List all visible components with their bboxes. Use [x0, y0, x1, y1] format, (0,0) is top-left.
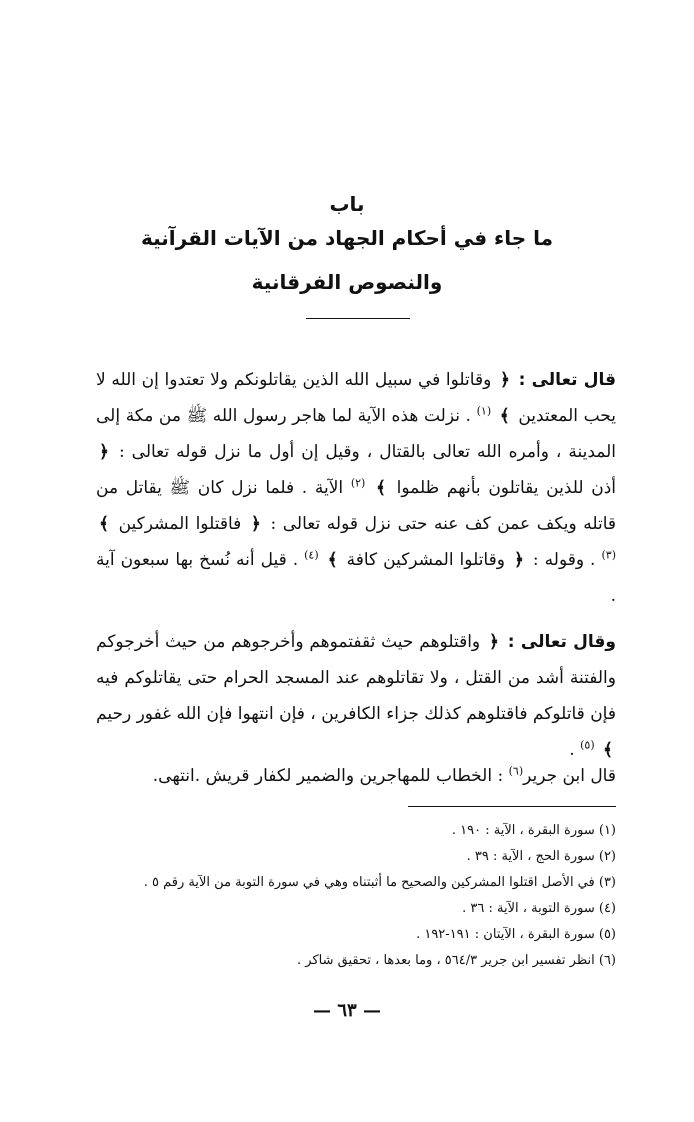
- paragraph-2: [96, 624, 616, 768]
- quran-bracket-open: ﴿: [513, 550, 524, 570]
- footnote: (١) سورة البقرة ، الآية : ١٩٠ .: [451, 823, 616, 838]
- verse-5: واقتلوهم حيث ثقفتموهم وأخرجوهم من حيث أخرجوكم والفتنة أشد من القتل ، ولا تقاتلوهم عند المسجد الحرام حتى يقاتلوكم فيه فإن قاتلوكم فاقتلوهم كذلك جزاء الكافرين ، فإن انتهوا فإن الله غفور رحيم: [96, 632, 616, 724]
- footnote-ref-1: (١): [476, 404, 492, 418]
- footnote-divider: [408, 806, 616, 807]
- verse-2: أذن للذين يقاتلون بأنهم ظلموا: [396, 478, 617, 498]
- paragraph-1-lead: قال تعالى :: [518, 370, 616, 390]
- footnote-ref-5: (٥): [580, 738, 595, 752]
- paragraph-1-text-3: . وقوله :: [532, 550, 596, 570]
- paragraph-1: [96, 362, 616, 614]
- paragraph-1-text-2: الآية . فلما نزل كان ﷺ يقاتل من قاتله ويكف عمن كف عنه حتى نزل قوله تعالى :: [96, 478, 617, 534]
- footnote: (٦) انظر تفسير ابن جرير ٥٦٤/٣ ، وما بعدها ، تحقيق شاكر .: [297, 953, 616, 968]
- footnote-ref-6: (٦): [508, 764, 524, 778]
- footnotes-list: [100, 818, 616, 974]
- paragraph-2-lead: وقال تعالى :: [507, 632, 617, 652]
- verse-1: وقاتلوا في سبيل الله الذين يقاتلونكم ولا تعتدوا إن الله لا يحب المعتدين: [96, 370, 617, 426]
- chapter-label: باب: [329, 192, 365, 216]
- title-divider: [306, 318, 410, 319]
- quran-bracket-open: ﴿: [99, 442, 109, 462]
- quran-bracket-open: ﴿: [499, 370, 510, 390]
- paragraph-1-text-4: . قيل أنه نُسخ بها سبعون آية .: [96, 550, 616, 606]
- paragraph-2-end: .: [569, 740, 575, 760]
- quran-bracket-close: ﴾: [99, 514, 109, 534]
- paragraph-3: [96, 758, 616, 794]
- footnote: (٢) سورة الحج ، الآية : ٣٩ .: [466, 849, 616, 864]
- paragraph-3-lead: قال ابن جرير: [523, 766, 616, 786]
- quran-bracket-close: ﴾: [499, 406, 510, 426]
- paragraph-3-text: : الخطاب للمهاجرين والضمير لكفار قريش .انتهى.: [152, 766, 504, 786]
- quran-bracket-close: ﴾: [603, 740, 613, 760]
- footnote: (٣) في الأصل اقتلوا المشركين والصحيح ما أثبتناه وهي في سورة التوبة من الآية رقم ٥ .: [143, 875, 616, 890]
- quran-bracket-close: ﴾: [376, 478, 386, 498]
- quran-bracket-open: ﴿: [488, 632, 499, 652]
- page-number: — ٦٣ —: [313, 1000, 381, 1021]
- quran-bracket-close: ﴾: [327, 550, 338, 570]
- footnote: (٤) سورة التوبة ، الآية : ٣٦ .: [462, 901, 616, 916]
- footnote-ref-4: (٤): [304, 548, 319, 562]
- chapter-title-line-2: والنصوص الفرقانية: [251, 270, 443, 294]
- chapter-title-line-1: ما جاء في أحكام الجهاد من الآيات القرآنية: [140, 226, 554, 250]
- footnote-ref-3: (٣): [601, 548, 616, 562]
- footnote-ref-2: (٢): [350, 476, 366, 490]
- footnote: (٥) سورة البقرة ، الآيتان : ١٩١-١٩٢ .: [416, 927, 616, 942]
- paragraph-1-text-1: . نزلت هذه الآية لما هاجر رسول الله ﷺ من مكة إلى المدينة ، وأمره الله تعالى بالقتال ، وقيل إن أول ما نزل قوله تعالى :: [96, 406, 617, 462]
- quran-bracket-open: ﴿: [250, 514, 261, 534]
- verse-3: فاقتلوا المشركين: [118, 514, 242, 534]
- verse-4: وقاتلوا المشركين كافة: [346, 550, 505, 570]
